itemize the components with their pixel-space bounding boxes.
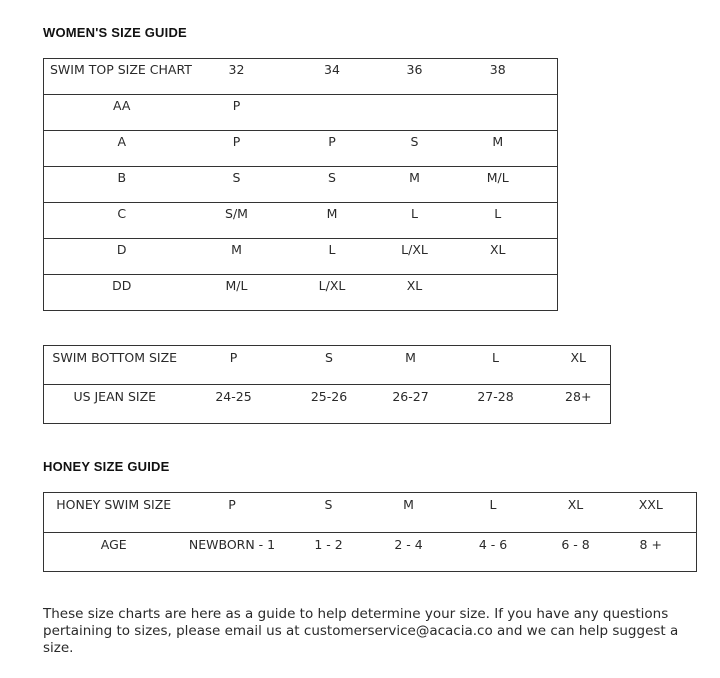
honey-size-chart (43, 492, 697, 572)
size-guide-note: These size charts are here as a guide to help determine your size. If you have any questions pertaining to sizes, please email us at customerservice@acacia.co and we can help suggest a size. (43, 606, 679, 656)
table-cell: L (274, 239, 391, 275)
table-cell: 25-26 (282, 385, 377, 424)
table-cell: L (439, 203, 558, 239)
table-row (44, 532, 697, 572)
table-cell: 26-27 (377, 385, 445, 424)
table-header-row (44, 59, 558, 95)
table-cell (391, 95, 439, 131)
table-cell: P (184, 493, 281, 533)
table-header-cell: SWIM TOP SIZE CHART (44, 59, 200, 95)
table-cell: XL (391, 275, 439, 311)
table-cell: AA (44, 95, 200, 131)
table-cell: S (281, 493, 377, 533)
table-cell: S (282, 346, 377, 385)
table-cell: M (274, 203, 391, 239)
table-cell: S/M (200, 203, 274, 239)
table-cell: 28+ (547, 385, 611, 424)
table-cell: L (445, 346, 547, 385)
table-cell: A (44, 131, 200, 167)
table-cell: XL (439, 239, 558, 275)
table-row (44, 346, 611, 385)
womens-size-guide-heading: WOMEN'S SIZE GUIDE (43, 25, 187, 40)
table-cell: L (391, 203, 439, 239)
table-cell: L/XL (274, 275, 391, 311)
table-header-cell: 38 (439, 59, 558, 95)
table-cell: P (200, 95, 274, 131)
table-cell (274, 95, 391, 131)
table-row (44, 131, 558, 167)
table-cell (439, 275, 558, 311)
table-cell: M (377, 346, 445, 385)
table-cell: 24-25 (186, 385, 282, 424)
table-cell: XL (546, 493, 606, 533)
table-cell: XXL (606, 493, 697, 533)
table-cell: US JEAN SIZE (44, 385, 186, 424)
swim-bottom-size-chart (43, 345, 611, 424)
table-cell: NEWBORN - 1 (184, 532, 281, 572)
table-cell: S (391, 131, 439, 167)
table-cell: M (391, 167, 439, 203)
table-cell: P (200, 131, 274, 167)
table-cell: L/XL (391, 239, 439, 275)
table-row (44, 167, 558, 203)
table-row (44, 203, 558, 239)
table-cell (439, 95, 558, 131)
table-cell: P (186, 346, 282, 385)
table-cell: D (44, 239, 200, 275)
table-row (44, 493, 697, 533)
table-cell: M (377, 493, 441, 533)
table-header-cell: 34 (274, 59, 391, 95)
table-header-cell: 32 (200, 59, 274, 95)
table-cell: B (44, 167, 200, 203)
table-cell: L (441, 493, 546, 533)
table-cell: AGE (44, 532, 184, 572)
table-cell: M (439, 131, 558, 167)
table-cell: S (200, 167, 274, 203)
table-cell: SWIM BOTTOM SIZE (44, 346, 186, 385)
table-row (44, 95, 558, 131)
table-row (44, 239, 558, 275)
table-header-cell: 36 (391, 59, 439, 95)
table-row (44, 385, 611, 424)
table-row (44, 275, 558, 311)
table-cell: DD (44, 275, 200, 311)
swim-top-size-chart (43, 58, 558, 311)
table-cell: S (274, 167, 391, 203)
table-cell: C (44, 203, 200, 239)
table-cell: HONEY SWIM SIZE (44, 493, 184, 533)
table-cell: 8 + (606, 532, 697, 572)
table-cell: XL (547, 346, 611, 385)
table-cell: M (200, 239, 274, 275)
table-cell: 1 - 2 (281, 532, 377, 572)
table-cell: M/L (200, 275, 274, 311)
table-cell: M/L (439, 167, 558, 203)
table-cell: 27-28 (445, 385, 547, 424)
table-cell: 2 - 4 (377, 532, 441, 572)
table-cell: 4 - 6 (441, 532, 546, 572)
table-cell: P (274, 131, 391, 167)
table-cell: 6 - 8 (546, 532, 606, 572)
honey-size-guide-heading: HONEY SIZE GUIDE (43, 459, 170, 474)
